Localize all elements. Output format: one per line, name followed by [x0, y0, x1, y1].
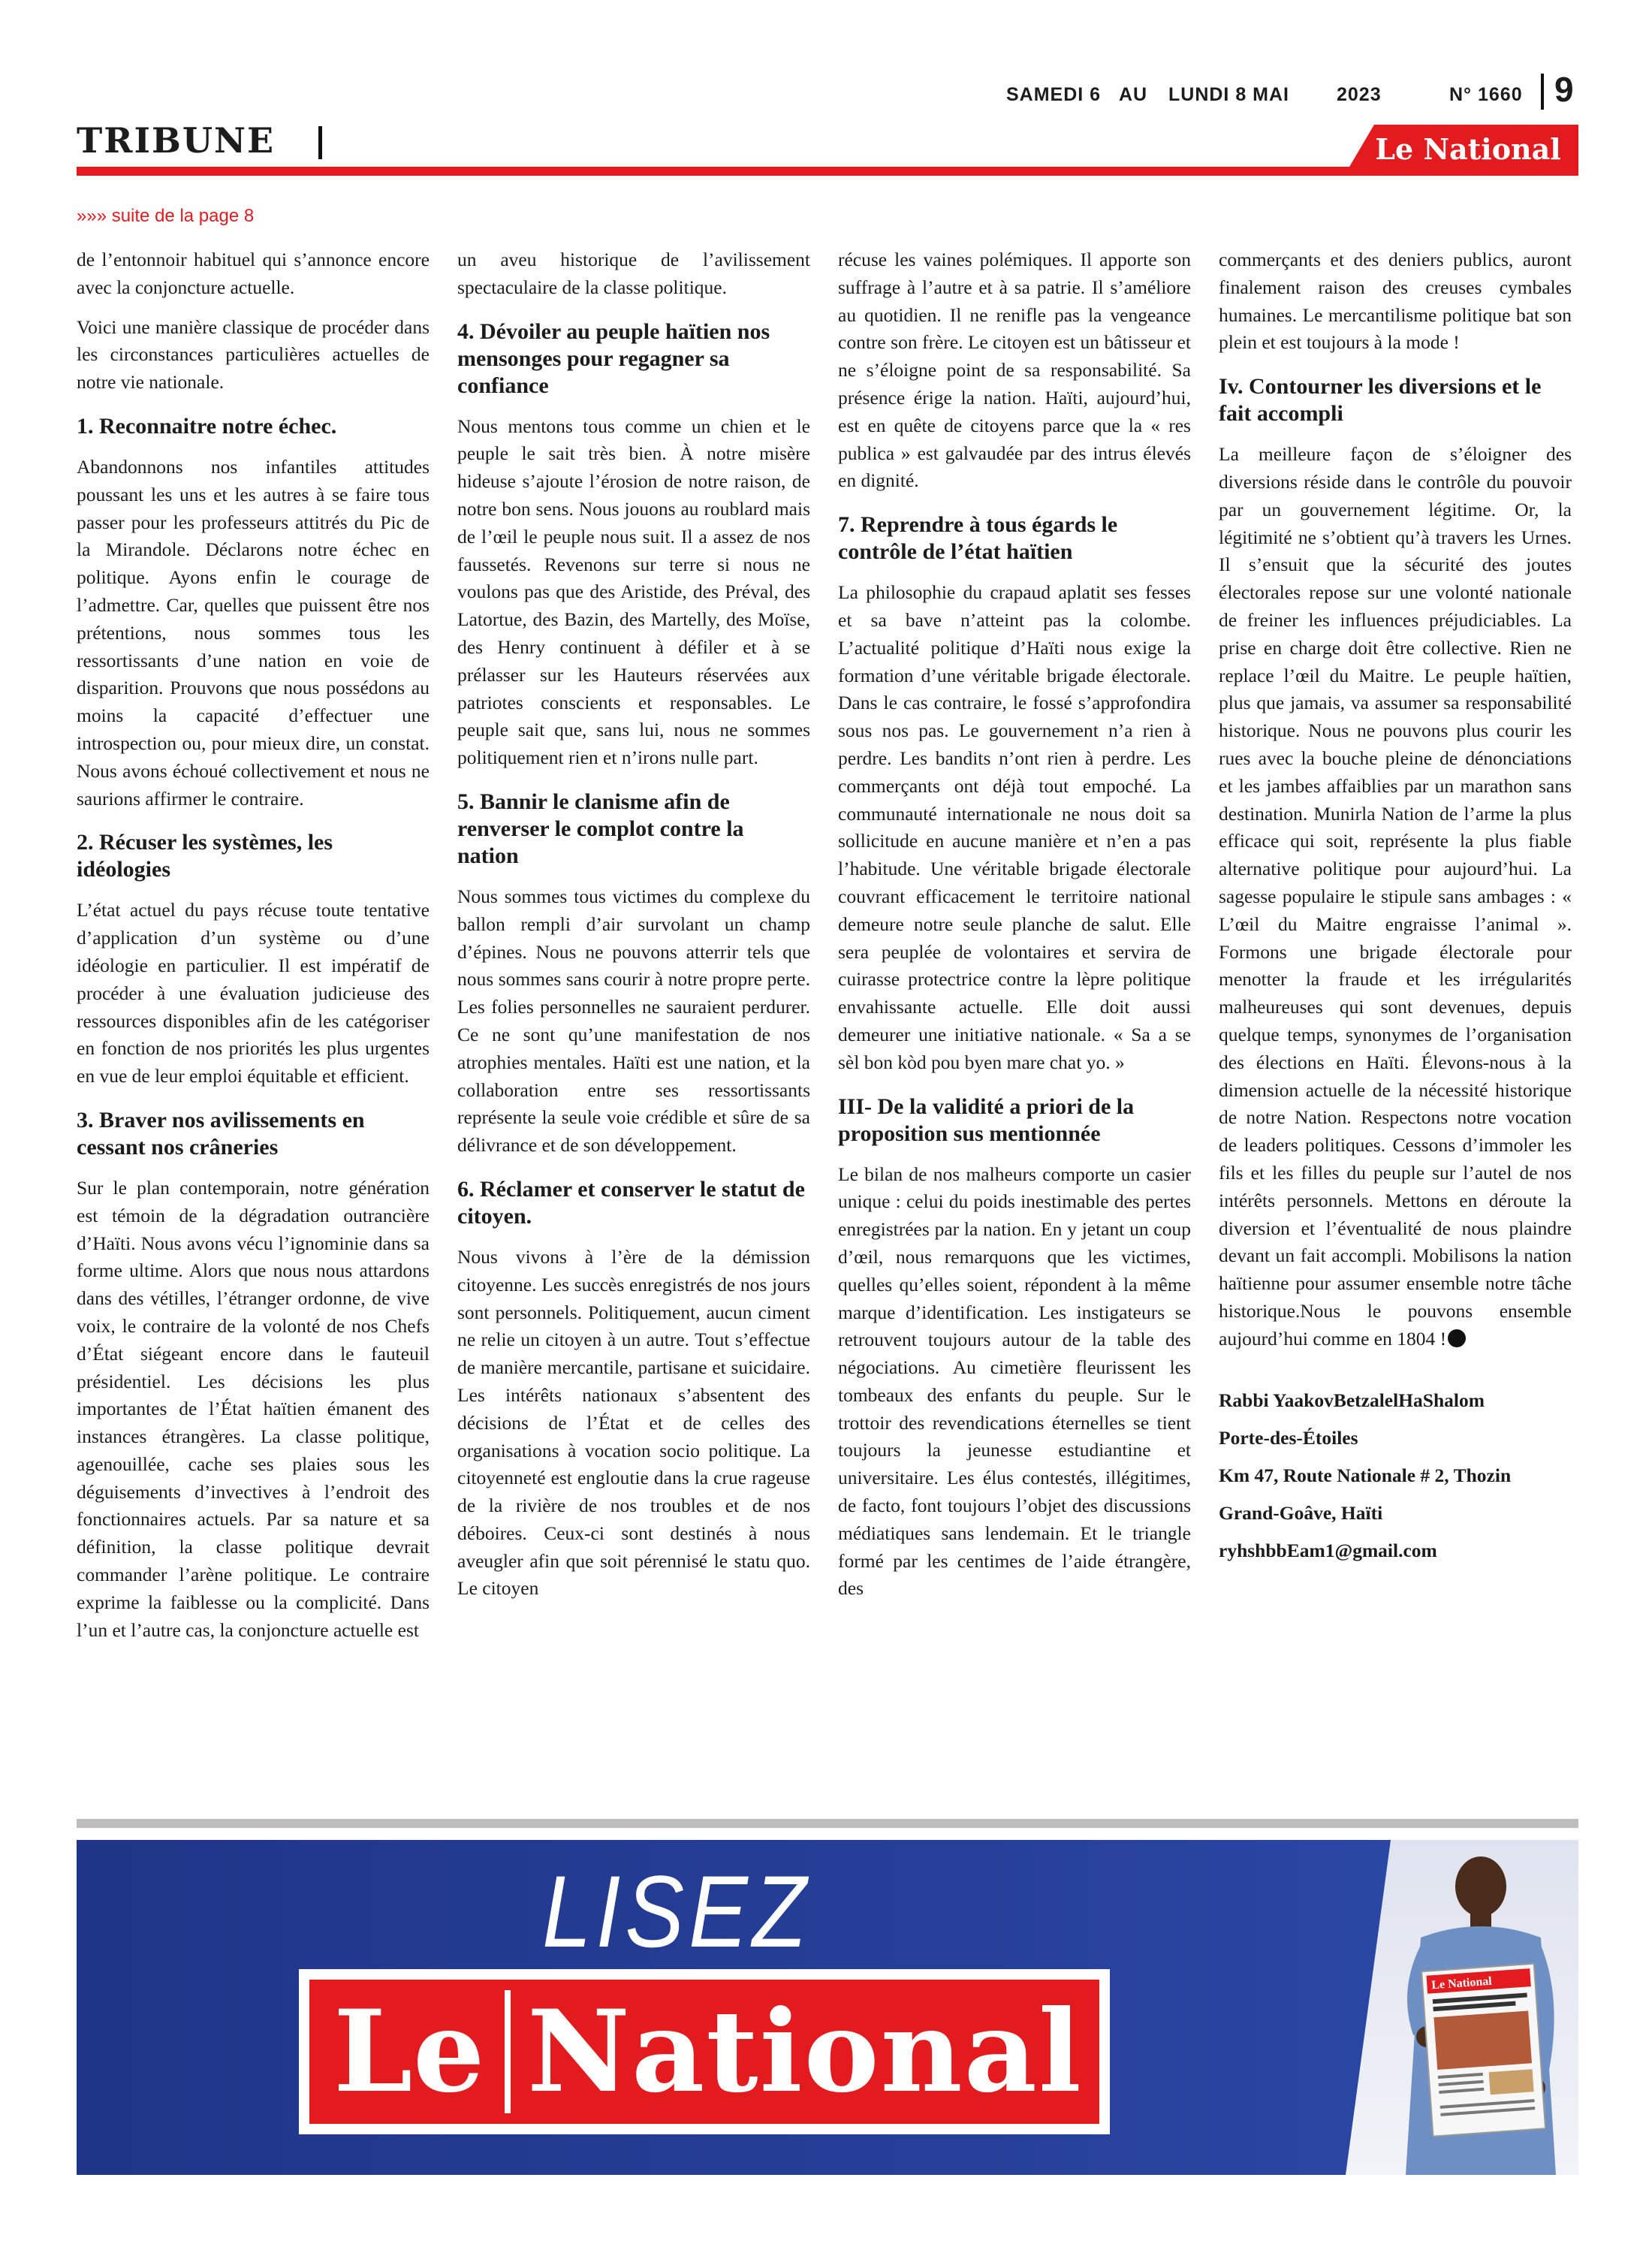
subheading: 2. Récuser les systèmes, les idéologies	[77, 830, 333, 882]
newspaper-masthead: Le National	[1430, 1974, 1493, 1992]
subheading: 7. Reprendre à tous égards le contrôle de l’état haïtien	[838, 512, 1118, 565]
page-number: 9	[1554, 70, 1574, 109]
paragraph-final	[1219, 441, 1572, 1353]
signature-block	[1219, 1387, 1572, 1564]
footer-grey-rule	[77, 1819, 1578, 1828]
article-column-4	[1219, 246, 1572, 1575]
paragraph: Sur le plan contemporain, notre génération est témoin de la dégradation outrancière d’Haïti. Nous avons vécu l’ignominie dans sa forme ultime. Alors que nous nous attardons dans des vétilles, l’étranger ordonne, de vive voix, le contraire de la volonté de nos Chefs d’État siégeant encore dans le fauteuil présidentiel. Les décisions les plus importantes de l’État haïtien émanent des instances étrangères. La classe politique, agenouillée, cache ses plaies sous les déguisements d’invectives à l’endroit des fonctionnaires actuels. Par sa nature et sa définition, la classe politique devrait commander l’arène politique. Le contraire exprime la faiblesse ou la complicité. Dans l’un et l’autre cas, la conjoncture actuelle est	[77, 1176, 430, 1641]
ad-lisez-text: LISEZ	[542, 1855, 811, 1969]
author-address: Km 47, Route Nationale # 2, Thozin	[1219, 1464, 1512, 1487]
subheading: 3. Braver nos avilissements en cessant nos crâneries	[77, 1107, 365, 1160]
subheading: 4. Dévoiler au peuple haïtien nos mensonges pour regagner sa confiance	[457, 318, 770, 398]
continued-from-label: »»» suite de la page 8	[77, 206, 255, 226]
page-number-divider	[1541, 74, 1544, 110]
paragraph: commerçants et des deniers publics, auront finalement raison des creuses cymbales humaines. Le mercantilisme politique bat son plein et est toujours à la mode !	[1219, 249, 1572, 354]
subheading: 1. Reconnaitre notre échec.	[77, 413, 337, 439]
man-holding-newspaper-illustration	[1368, 1840, 1578, 2175]
article-column-1	[77, 246, 430, 1656]
advertisement-banner	[77, 1840, 1578, 2175]
subheading: Iv. Contourner les diversions et le fait accompli	[1219, 374, 1542, 427]
paragraph: La philosophie du crapaud aplatit ses fesses et sa bave n’atteint pas la colombe. L’actualité politique d’Haïti nous exige la formation d’une véritable brigade électorale. Dans le cas contraire, le fossé s’approfondira sous nos pas. Le gouvernement n’a rien à perdre. Les bandits n’ont rien à perdre. Les commerçants ont déjà tout empoché. La communauté internationale ne nous doit sa sollicitude en aucune manière et n’en a pas l’habitude. Une véritable brigade électorale couvrant efficacement le territoire national demeure notre seule planche de salut. Elle sera peuplée de volontaires et servira de cuirasse protectrice contre la lèpre politique envahissante actuelle. Elle doit aussi demeurer une initiative nationale. « Sa a se sèl bon kòd pou byen mare chat yo. »	[838, 581, 1191, 1073]
paragraph: L’état actuel du pays récuse toute tentative d’application d’un système ou d’une idéologie en particulier. Il est impératif de procéder à une évaluation judicieuse des ressources disponibles afin de les catégoriser en fonction de nos priorités les plus urgentes en vue de leur emploi équitable et efficient.	[77, 899, 430, 1087]
ad-logo	[299, 1969, 1110, 2134]
date-year: 2023	[1337, 84, 1382, 105]
paragraph-final-text: La meilleure façon de s’éloigner des diversions réside dans le contrôle du pouvoir par un gouvernement légitime. Or, la légitimité ne s’obtient qu’à travers les Urnes. Il s’ensuit que la sécurité des joutes électorales repose sur une volonté nationale de freiner les influences préjudiciables. La prise en charge doit être collective. Rien ne replace l’œil du Maitre. Le peuple haïtien, plus que jamais, va assumer sa responsabilité historique. Nous ne pouvons plus courir les rues avec la bouche pleine de dénonciations et les jambes affaiblies par un marathon sans destination. Munirla Nation de l’arme la plus efficace qui soit, représente la plus fiable alternative politique pour aujourd’hui. La sagesse populaire le stipule sans ambages : « L’œil du Maitre engraisse l’animal ». Formons une brigade électorale pour menotter la fraude et les irrégularités malheureuses qui sont devenues, depuis quelque temps, synonymes de l’organisation des élections en Haïti. Élevons-nous à la dimension actuelle de la nécessité historique de notre Nation. Respectons notre vocation de leaders politiques. Cessons d’immoler les fils et les filles du peuple sur l’autel de nos intérêts personnels. Mettons en déroute la diversion et l’éventualité de nous plaindre devant un fait accompli. Mobilisons la nation haïtienne pour assumer ensemble notre tâche historique.Nous le pouvons ensemble aujourd’hui comme en 1804 !	[1219, 443, 1572, 1350]
date-au: AU	[1119, 84, 1148, 105]
paragraph: récuse les vaines polémiques. Il apporte son suffrage à l’autre et à sa patrie. Il s’améliore au quotidien. Il ne renifle pas la vengeance contre son frère. Le citoyen est un bâtisseur et ne s’éloigne point de sa responsabilité. Sa présence érige la nation. Haïti, aujourd’hui, est en quête de citoyens parce que la « res publica » est galvaudée par des intrus élevés en dignité.	[838, 249, 1191, 492]
page-header	[0, 0, 1652, 180]
article-column-2	[457, 246, 810, 1615]
section-divider	[318, 126, 322, 159]
author-place: Porte-des-Étoiles	[1219, 1427, 1358, 1449]
subheading: 6. Réclamer et conserver le statut de citoyen.	[457, 1176, 805, 1229]
paragraph: de l’entonnoir habituel qui s’annonce encore avec la conjoncture actuelle.	[77, 249, 430, 298]
paragraph: Nous mentons tous comme un chien et le peuple le sait très bien. À notre misère hideuse s’ajoute l’érosion de notre raison, de notre bon sens. Nous jouons au roublard mais de l’œil le peuple nous suit. Il a assez de nos faussetés. Revenons sur terre si nous ne voulons pas que des Aristide, des Préval, des Latortue, des Bazin, des Martelly, des Moïse, des Henry continuent à défiler et à se prélasser sur les Hauteurs réservées aux patriotes conscients et responsables. Le peuple sait que, sans lui, nous ne sommes politiquement rien et n’irons nulle part.	[457, 415, 810, 769]
article-column-3	[838, 246, 1191, 1615]
brand-label: Le National	[1375, 132, 1561, 166]
paragraph: Le bilan de nos malheurs comporte un casier unique : celui du poids inestimable des pertes enregistrées par la nation. En y jetant un coup d’œil, nous remarquons que les victimes, quelles qu’elles soient, répondent à la même marque d’identification. Les instigateurs se retrouvent toujours autour de la table des négociations. Au cimetière fleurissent les tombeaux des enfants du peuple. Sur le trottoir des revendications éternelles se tient toujours la jeunesse estudiantine et universitaire. Les élus contestés, illégitimes, de facto, font toujours l’objet des discussions médiatiques sans lendemain. Et le triangle formé par les centimes de l’aide étrangère, des	[838, 1163, 1191, 1600]
author-city: Grand-Goâve, Haïti	[1219, 1502, 1383, 1525]
paragraph: Nous sommes tous victimes du complexe du ballon rempli d’air survolant un champ d’épines. Nous ne pouvons atterrir tels que nous sommes sans courir à notre propre perte. Les folies personnelles ne sauraient perdurer. Ce ne sont qu’une manifestation de nos atrophies mentales. Haïti est une nation, et la collaboration entre ses ressortissants représente la seule voie crédible et sûre de sa délivrance et de son développement.	[457, 885, 810, 1157]
paragraph: Nous vivons à l’ère de la démission citoyenne. Les succès enregistrés de nos jours sont personnels. Politiquement, aucun ciment ne relie un citoyen à un autre. Tout s’effectue de manière mercantile, partisane et suicidaire. Les intérêts nationaux s’absentent des décisions de l’État et de celles des organisations à vocation socio politique. La citoyenneté est engloutie dans la crue rageuse de la rivière de nos troubles et de nos déboires. Ceux-ci sont destinés à nous aveugler afin que soit pérennisé le statu quo. Le citoyen	[457, 1245, 810, 1600]
date-day: SAMEDI 6	[1006, 84, 1102, 105]
ad-logo-l: L	[333, 1986, 413, 2118]
paragraph: un aveu historique de l’avilissement spectaculaire de la classe politique.	[457, 249, 810, 298]
paragraph: Voici une manière classique de procéder dans les circonstances particulières actuelles de notre vie nationale.	[77, 315, 430, 394]
author-email: ryhshbbEam1@gmail.com	[1219, 1540, 1437, 1562]
date-lundi: LUNDI 8 MAI	[1168, 84, 1289, 105]
ad-logo-national: National	[527, 1986, 1083, 2118]
end-of-article-icon	[1448, 1329, 1466, 1347]
subheading: III- De la validité a priori de la proposition sus mentionnée	[838, 1093, 1135, 1146]
ad-logo-red-field	[309, 1980, 1099, 2124]
subheading: 5. Bannir le clanisme afin de renverser le complot contre la nation	[457, 789, 744, 868]
issue-number: N° 1660	[1449, 84, 1523, 105]
ad-logo-le	[320, 1986, 511, 2118]
section-title: TRIBUNE	[77, 120, 276, 161]
paragraph: Abandonnons nos infantiles attitudes poussant les uns et les autres à se faire tous passer pour les professeurs attitrés du Pic de la Mirandole. Déclarons notre échec en politique. Ayons enfin le courage de l’admettre. Car, quelles que puissent être nos prétentions, nous sommes tous les ressortissants d’une nation en voie de disparition. Prouvons que nous possédons au moins la capacité d’effectuer une introspection ou, pour mieux dire, un constat. Nous avons échoué collectivement et nous ne saurions affirmer le contraire.	[77, 455, 430, 810]
ad-logo-e: e	[413, 1986, 485, 2118]
author-name: Rabbi YaakovBetzalelHaShalom	[1219, 1389, 1485, 1412]
